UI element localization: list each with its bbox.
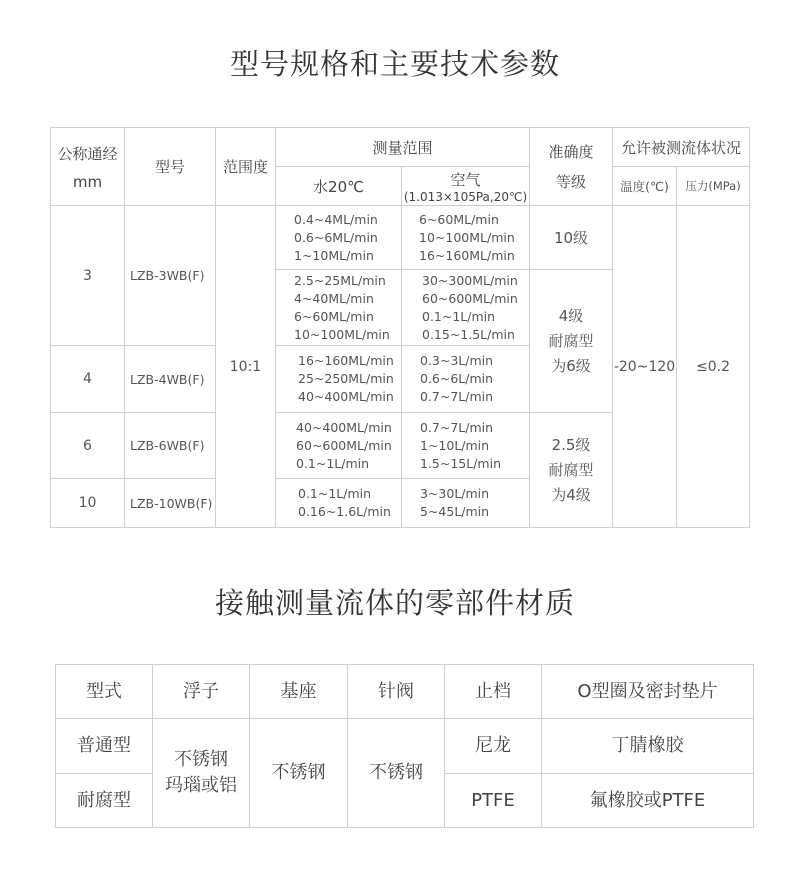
air-range-group-2 [402, 270, 530, 346]
accuracy-line: 为4级 [551, 485, 591, 504]
header-temperature: 温度(℃) [613, 167, 677, 206]
type-corrosion: 耐腐型 [56, 774, 153, 828]
range-value: 0.15~1.5L/min [422, 326, 515, 342]
air-range-group-1 [402, 206, 530, 270]
range-value: 25~250ML/min [298, 371, 394, 386]
float-material-line: 不锈钢 [174, 749, 228, 770]
water-range-group-1 [276, 206, 402, 270]
range-value: 10~100ML/min [419, 229, 515, 245]
diameter-10: 10 [51, 479, 125, 528]
accuracy-line: 为6级 [551, 356, 591, 375]
air-range-group-4 [402, 413, 530, 479]
range-value: 40~400ML/min [296, 419, 392, 435]
range-value: 4~40ML/min [294, 290, 374, 306]
range-value: 0.16~1.6L/min [298, 504, 391, 519]
mat-header-oring: O型圈及密封垫片 [542, 665, 754, 719]
diameter-3: 3 [51, 206, 125, 346]
header-accuracy-unit: 等级 [556, 173, 587, 191]
range-value: 1~10L/min [420, 437, 490, 453]
valve-material: 不锈钢 [348, 719, 445, 828]
mat-header-stop: 止档 [445, 665, 542, 719]
range-value: 1~10ML/min [294, 247, 374, 263]
range-value: 6~60ML/min [294, 308, 374, 324]
range-value: 0.1~1L/min [296, 455, 370, 471]
header-model: 型号 [125, 128, 216, 206]
mat-header-float: 浮子 [153, 665, 250, 719]
oring-normal: 丁腈橡胶 [542, 719, 754, 774]
mat-header-base: 基座 [250, 665, 348, 719]
float-material-line: 玛瑙或铝 [165, 775, 237, 796]
header-diameter [51, 128, 125, 206]
spec-table [50, 127, 750, 528]
range-value: 0.4~4ML/min [294, 211, 378, 227]
air-range-group-5 [402, 479, 530, 528]
header-accuracy-label: 准确度 [548, 143, 594, 161]
diameter-4: 4 [51, 346, 125, 413]
range-value: 5~45L/min [420, 504, 490, 519]
range-value: 60~600ML/min [422, 290, 518, 306]
header-ratio: 范围度 [216, 128, 276, 206]
range-value: 1.5~15L/min [420, 455, 502, 471]
oring-corrosion: 氟橡胶或PTFE [542, 774, 754, 828]
range-value: 0.7~7L/min [420, 389, 494, 404]
diameter-6: 6 [51, 413, 125, 479]
range-value: 16~160ML/min [298, 353, 394, 368]
ratio-cell: 10:1 [216, 206, 276, 528]
header-water: 水20℃ [276, 167, 402, 206]
base-material: 不锈钢 [250, 719, 348, 828]
header-pressure: 压力(MPa) [677, 167, 750, 206]
header-air-label: 空气 [450, 170, 481, 189]
accuracy-line: 耐腐型 [548, 460, 594, 479]
water-range-group-3 [276, 346, 402, 413]
header-air [402, 167, 530, 206]
header-diameter-label: 公称通经 [57, 144, 118, 163]
header-range: 测量范围 [276, 128, 530, 167]
water-range-group-5 [276, 479, 402, 528]
header-accuracy [530, 128, 613, 206]
accuracy-line: 2.5级 [551, 435, 591, 454]
stop-corrosion: PTFE [445, 774, 542, 828]
range-value: 60~600ML/min [296, 437, 392, 453]
spec-section-title: 型号规格和主要技术参数 [229, 47, 560, 81]
range-value: 40~400ML/min [298, 389, 394, 404]
water-range-group-2 [276, 270, 402, 346]
range-value: 0.6~6L/min [420, 371, 494, 386]
range-value: 10~100ML/min [294, 326, 390, 342]
type-normal: 普通型 [56, 719, 153, 774]
range-value: 30~300ML/min [422, 272, 518, 288]
pressure-value: ≤0.2 [677, 206, 750, 528]
mat-header-valve: 针阀 [348, 665, 445, 719]
range-value: 0.6~6ML/min [294, 229, 378, 245]
model-10: LZB-10WB(F) [125, 479, 216, 528]
range-value: 0.7~7L/min [420, 419, 494, 435]
model-3: LZB-3WB(F) [125, 206, 216, 346]
range-value: 0.3~3L/min [420, 353, 494, 368]
header-diameter-unit: mm [72, 172, 103, 191]
accuracy-line: 耐腐型 [548, 331, 594, 350]
air-range-group-3 [402, 346, 530, 413]
range-value: 2.5~25ML/min [294, 272, 386, 288]
water-range-group-4 [276, 413, 402, 479]
accuracy-2-5 [530, 413, 613, 528]
stop-normal: 尼龙 [445, 719, 542, 774]
range-value: 0.1~1L/min [298, 486, 372, 501]
mat-header-type: 型式 [56, 665, 153, 719]
materials-table [55, 664, 754, 828]
materials-section-title: 接触测量流体的零部件材质 [214, 586, 575, 620]
accuracy-4 [530, 270, 613, 413]
header-air-conditions: (1.013×105Pa,20℃) [403, 189, 528, 204]
range-value: 0.1~1L/min [422, 308, 496, 324]
accuracy-line: 4级 [558, 306, 584, 325]
header-conditions: 允许被测流体状况 [613, 128, 750, 167]
float-material [153, 719, 250, 828]
temperature-value: -20~120 [613, 206, 677, 528]
accuracy-10: 10级 [530, 206, 613, 270]
range-value: 6~60ML/min [419, 211, 499, 227]
model-4: LZB-4WB(F) [125, 346, 216, 413]
range-value: 3~30L/min [420, 486, 490, 501]
model-6: LZB-6WB(F) [125, 413, 216, 479]
range-value: 16~160ML/min [419, 247, 515, 263]
